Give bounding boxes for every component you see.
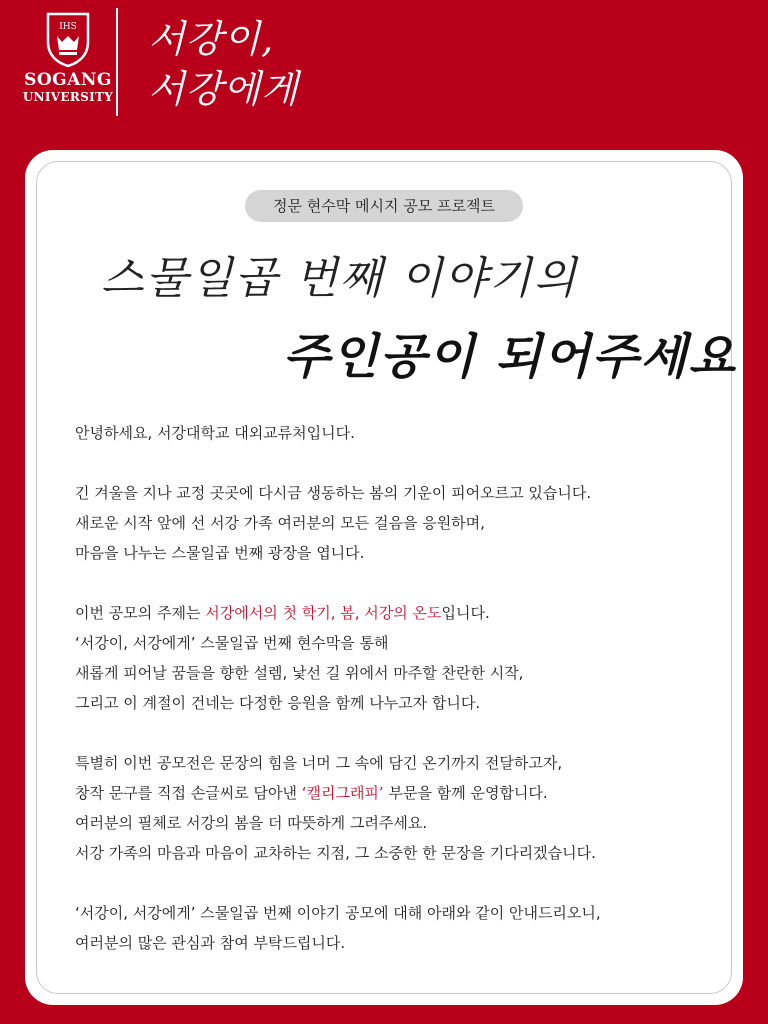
- text-line: 마음을 나누는 스물일곱 번째 광장을 엽니다.: [75, 544, 365, 562]
- sogang-logo: [18, 12, 118, 122]
- text-line: 특별히 이번 공모전은 문장의 힘을 너머 그 속에 담긴 온기까지 전달하고자,: [75, 754, 563, 772]
- text-line: 그리고 이 계절이 건네는 다정한 응원을 함께 나누고자 합니다.: [75, 694, 481, 712]
- notice-card: [25, 150, 743, 1005]
- text-line: 여러분의 필체로 서강의 봄을 더 따뜻하게 그려주세요.: [75, 814, 428, 832]
- text-line: 새로운 시작 앞에 선 서강 가족 여러분의 모든 걸음을 응원하며,: [75, 514, 485, 532]
- title-line-2: 주인공이 되어주세요: [283, 329, 738, 385]
- text-line: 긴 겨울을 지나 교정 곳곳에 다시금 생동하는 봄의 기운이 피어오르고 있습니다.: [75, 484, 592, 502]
- university-seal-icon: [45, 12, 91, 68]
- text-line: ‘서강이, 서강에게’ 스물일곱 번째 현수막을 통해: [75, 634, 389, 652]
- text-fragment: 입니다.: [441, 604, 490, 622]
- paragraph-greeting: [75, 418, 705, 448]
- text-line: ‘서강이, 서강에게’ 스물일곱 번째 이야기 공모에 대해 아래와 같이 안내드리오니,: [75, 904, 601, 922]
- slogan-line-1: 서강이,: [148, 17, 275, 61]
- text-fragment: 이번 공모의 주제는: [75, 604, 206, 622]
- text-line: [75, 598, 705, 628]
- text-fragment: 부문을 함께 운영합니다.: [383, 784, 548, 802]
- project-badge: 정문 현수막 메시지 공모 프로젝트: [245, 190, 523, 222]
- text-fragment: 창작 문구를 직접 손글씨로 담아낸: [75, 784, 302, 802]
- text-line: 여러분의 많은 관심과 참여 부탁드립니다.: [75, 934, 346, 952]
- slogan-line-2: 서강에게: [148, 67, 299, 111]
- logo-wordmark-sogang: SOGANG: [24, 70, 112, 90]
- notice-body: [75, 418, 705, 988]
- calligraphy-highlight: ‘캘리그래피’: [301, 784, 384, 802]
- paragraph-closing: [75, 898, 705, 958]
- title-line-1: 스물일곱 번째 이야기의: [101, 253, 579, 304]
- header-divider: [116, 8, 118, 116]
- paragraph-intro: [75, 478, 705, 568]
- text-line: 서강 가족의 마음과 마음이 교차하는 지점, 그 소중한 한 문장을 기다리겠습니다.: [75, 844, 596, 862]
- paragraph-calligraphy: [75, 748, 705, 868]
- paragraph-theme: [75, 598, 705, 718]
- text-line: 안녕하세요, 서강대학교 대외교류처입니다.: [75, 424, 355, 442]
- seal-text: IHS: [59, 22, 77, 32]
- text-line: 새롭게 피어날 꿈들을 향한 설렘, 낯선 길 위에서 마주할 찬란한 시작,: [75, 664, 524, 682]
- theme-highlight: 서강에서의 첫 학기, 봄, 서강의 온도: [205, 604, 442, 622]
- slogan: [148, 14, 299, 114]
- logo-wordmark-university: UNIVERSITY: [22, 90, 114, 104]
- text-line: [75, 778, 705, 808]
- header: [0, 0, 768, 145]
